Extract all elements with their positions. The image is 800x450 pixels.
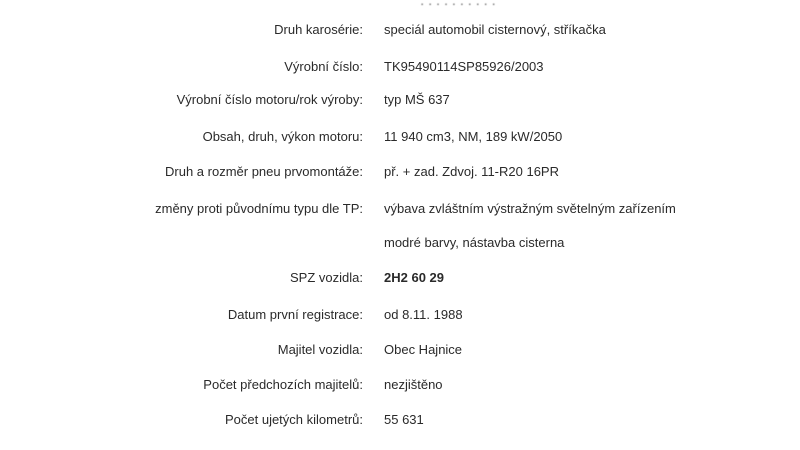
field-value-tires: př. + zad. Zdvoj. 11-R20 16PR [384,164,559,179]
field-label-serial-number: Výrobní číslo: [284,59,363,74]
field-value-first-registration: od 8.11. 1988 [384,307,463,322]
field-value-type-changes-line2: modré barvy, nástavba cisterna [384,235,565,250]
field-row-engine-number [0,90,800,110]
field-value-license-plate: 2H2 60 29 [384,270,444,285]
field-value-previous-owners: nezjištěno [384,377,443,392]
field-label-engine-number: Výrobní číslo motoru/rok výroby: [176,92,363,107]
field-row-license-plate [0,268,800,288]
field-value-mileage: 55 631 [384,412,424,427]
field-row-engine-capacity [0,127,800,147]
field-label-license-plate: SPZ vozidla: [290,270,363,285]
field-row-body-type [0,20,800,40]
field-row-type-changes [0,199,800,219]
field-label-tires: Druh a rozměr pneu prvomontáže: [165,164,363,179]
partial-top-value: · · · · · · · · · · [420,0,496,11]
field-row-previous-owners [0,375,800,395]
field-row-tires [0,162,800,182]
field-row-owner [0,340,800,360]
field-row-serial-number [0,57,800,77]
field-value-engine-number: typ MŠ 637 [384,92,450,107]
field-value-owner: Obec Hajnice [384,342,463,357]
field-label-body-type: Druh karosérie: [274,22,363,37]
field-label-engine-capacity: Obsah, druh, výkon motoru: [202,129,363,144]
field-value-engine-capacity: 11 940 cm3, NM, 189 kW/2050 [384,129,563,144]
field-label-type-changes: změny proti původnímu typu dle TP: [155,201,363,216]
field-row-first-registration [0,305,800,325]
field-value-serial-number: TK95490114SP85926/2003 [384,59,544,74]
partial-top-row [0,0,800,14]
field-row-type-changes-cont [0,233,800,253]
field-value-type-changes: výbava zvláštním výstražným světelným zařízením [384,201,676,216]
field-value-body-type: speciál automobil cisternový, stříkačka [384,22,606,37]
field-label-owner: Majitel vozidla: [277,342,363,357]
field-label-previous-owners: Počet předchozích majitelů: [203,377,363,392]
field-label-first-registration: Datum první registrace: [227,307,363,322]
field-label-mileage: Počet ujetých kilometrů: [224,412,363,427]
field-row-mileage [0,410,800,430]
